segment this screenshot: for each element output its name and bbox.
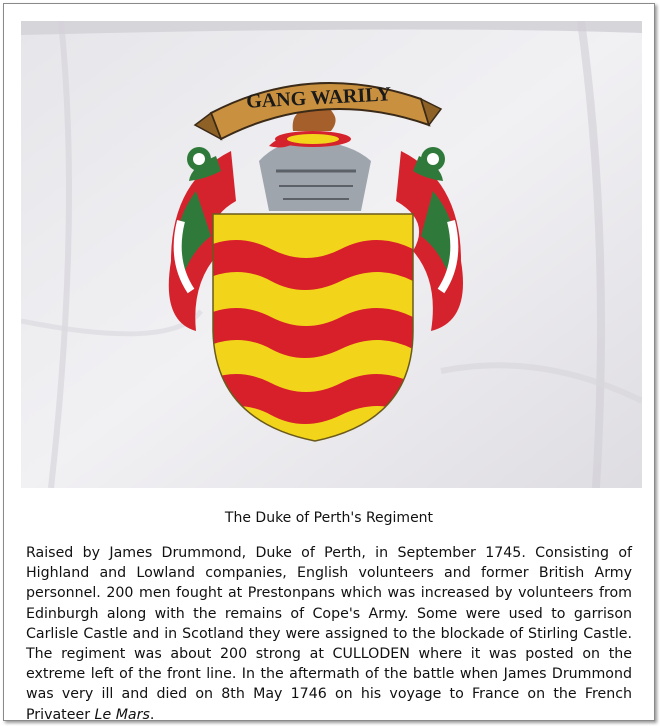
ship-name: Le Mars xyxy=(94,706,150,723)
regiment-description xyxy=(26,543,632,725)
content-panel xyxy=(3,3,655,721)
motto-text: GANG WARILY xyxy=(245,83,392,113)
description-end: . xyxy=(149,706,155,723)
photo-caption: The Duke of Perth's Regiment xyxy=(224,510,434,526)
flag-photo xyxy=(21,21,642,488)
description-main: Raised by James Drummond, Duke of Perth, in September 1745. Consisting of Highland and Lowland companies, English volunteers and former British Army personnel. 200 men fought at Prestonpans which was increased by volunteers from Edinburgh along with the remains of Cope's Army. Some were used to garrison Carlisle Castle and in Scotland they were assigned to the blockade of Stirling Castle. The regiment was about 200 strong at CULLODEN where it was posted on the extreme left of the front line. In the aftermath of the battle when James Drummond was very ill and died on 8th May 1746 on his voyage to France on the French Privateer xyxy=(26,545,632,723)
